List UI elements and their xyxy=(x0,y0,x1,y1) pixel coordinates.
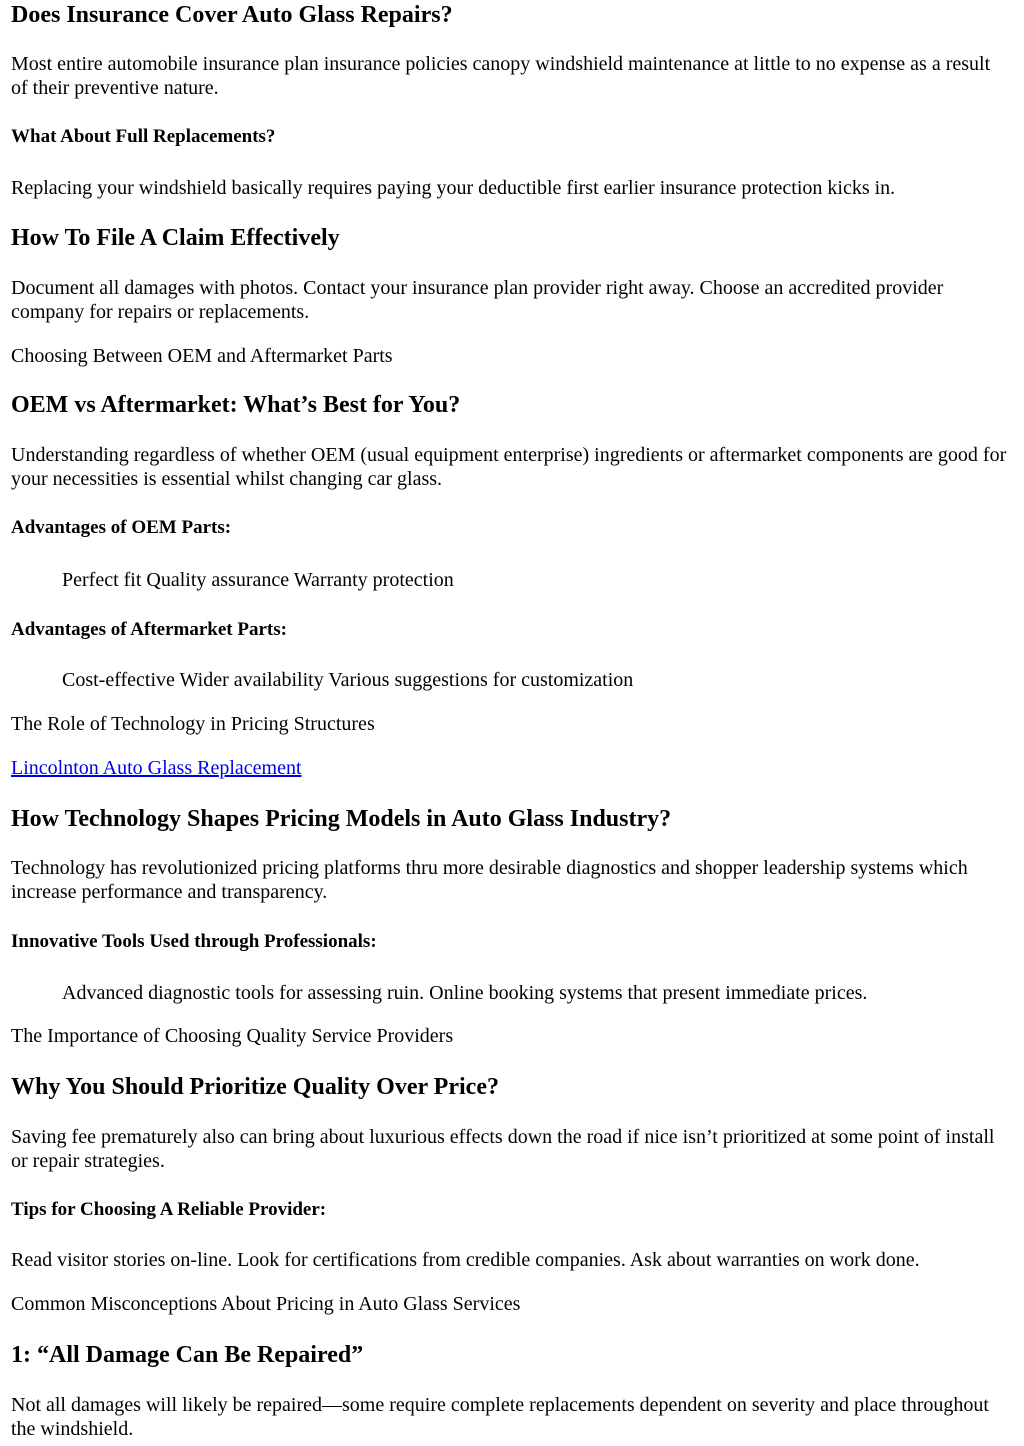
heading-quality-over-price: Why You Should Prioritize Quality Over Price? xyxy=(11,1074,499,1100)
paragraph-reliable-provider-tips: Read visitor stories on-line. Look for certifications from credible companies. Ask about warranties on work done. xyxy=(11,1249,920,1271)
paragraph-oem-vs-aftermarket: Understanding regardless of whether OEM (usual equipment enterprise) ingredients or aftermarket components are good for your necessities is essential whilst changing car glass. xyxy=(11,444,1007,490)
paragraph-insurance-cover: Most entire automobile insurance plan insurance policies canopy windshield maintenance at little to no expense as a result of their preventive nature. xyxy=(11,53,991,99)
heading-reliable-provider-tips: Tips for Choosing A Reliable Provider: xyxy=(11,1199,327,1220)
text-technology-role: The Role of Technology in Pricing Structures xyxy=(11,713,375,735)
list-aftermarket-advantages: Cost-effective Wider availability Various suggestions for customization xyxy=(62,669,634,691)
heading-file-claim: How To File A Claim Effectively xyxy=(11,225,340,251)
text-choosing-oem-aftermarket: Choosing Between OEM and Aftermarket Parts xyxy=(11,345,393,367)
paragraph-quality-over-price: Saving fee prematurely also can bring about luxurious effects down the road if nice isn’t prioritized at some point of install or repair strategies. xyxy=(11,1126,995,1172)
heading-insurance-cover: Does Insurance Cover Auto Glass Repairs? xyxy=(11,2,453,28)
heading-full-replacements: What About Full Replacements? xyxy=(11,126,276,147)
heading-technology-pricing: How Technology Shapes Pricing Models in Auto Glass Industry? xyxy=(11,806,672,832)
paragraph-full-replacements: Replacing your windshield basically requires paying your deductible first earlier insurance protection kicks in. xyxy=(11,177,896,199)
heading-oem-advantages: Advantages of OEM Parts: xyxy=(11,517,232,538)
paragraph-file-claim: Document all damages with photos. Contact your insurance plan provider right away. Choose an accredited provider company for repairs or replacements. xyxy=(11,277,944,323)
paragraph-technology-pricing: Technology has revolutionized pricing platforms thru more desirable diagnostics and shopper leadership systems which increase performance and transparency. xyxy=(11,857,968,903)
heading-oem-vs-aftermarket: OEM vs Aftermarket: What’s Best for You? xyxy=(11,392,461,418)
list-innovative-tools: Advanced diagnostic tools for assessing ruin. Online booking systems that present immediate prices. xyxy=(62,982,868,1004)
text-quality-providers: The Importance of Choosing Quality Service Providers xyxy=(11,1025,454,1047)
heading-all-damage-repaired: 1: “All Damage Can Be Repaired” xyxy=(11,1342,364,1368)
paragraph-all-damage-repaired: Not all damages will likely be repaired—some require complete replacements dependent on severity and place throughout the windshield. xyxy=(11,1394,989,1440)
text-common-misconceptions: Common Misconceptions About Pricing in Auto Glass Services xyxy=(11,1293,521,1315)
link-lincolnton-auto-glass[interactable]: Lincolnton Auto Glass Replacement xyxy=(11,757,302,779)
heading-innovative-tools: Innovative Tools Used through Professionals: xyxy=(11,931,377,952)
heading-aftermarket-advantages: Advantages of Aftermarket Parts: xyxy=(11,619,287,640)
list-oem-advantages: Perfect fit Quality assurance Warranty protection xyxy=(62,569,454,591)
